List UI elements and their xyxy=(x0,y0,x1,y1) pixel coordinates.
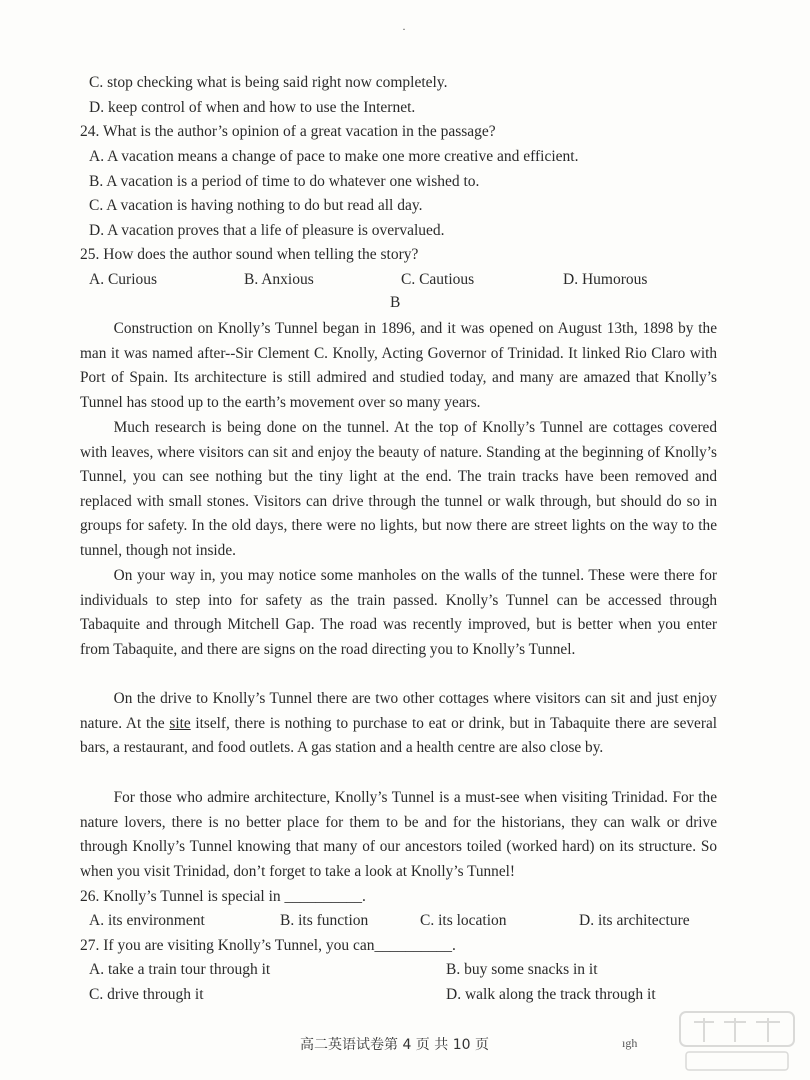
q27-option-b: B. buy some snacks in it xyxy=(446,961,598,978)
q25-option-a: A. Curious xyxy=(89,271,158,288)
q25-option-b: B. Anxious xyxy=(244,271,314,288)
page-footer: 高二英语试卷第 4 页 共 10 页 xyxy=(300,1037,489,1053)
footer-mark: ıgh xyxy=(622,1036,638,1050)
q26-option-d: D. its architecture xyxy=(579,912,690,929)
q27-stem: 27. If you are visiting Knolly’s Tunnel, you can__________. xyxy=(80,937,456,954)
underlined-word-site: site xyxy=(169,714,191,732)
paragraph-1: Construction on Knolly’s Tunnel began in 1896, and it was opened on August 13th, 1898 by the man it was named after--Sir Clement C. Knolly, Acting Governor of Trinidad. It linked Rio Claro with Port of Spain. Its architecture is still admired and studied today, and many are amazed that Knolly’s Tunnel has stood up to the earth’s movement over so many years. xyxy=(80,320,717,411)
top-mark: · xyxy=(402,22,406,36)
paragraph-4-text-b: itself, there is nothing to purchase to eat or drink, but in Tabaquite there are several bars, a restaurant, and food outlets. A gas station and a health centre are also close by. xyxy=(80,714,717,757)
paragraph-5: For those who admire architecture, Knolly’s Tunnel is a must-see when visiting Trinidad. For the nature lovers, there is no better place for them to be and for the historians, they can walk or drive through Knolly’s Tunnel knowing that many of our ancestors toiled (worked hard) on its structure. So when you visit Trinidad, don’t forget to take a look at Knolly’s Tunnel! xyxy=(80,789,717,880)
q23-option-d: D. keep control of when and how to use the Internet. xyxy=(89,99,416,116)
q23-option-c: C. stop checking what is being said right now completely. xyxy=(89,74,448,91)
q24-option-d: D. A vacation proves that a life of pleasure is overvalued. xyxy=(89,222,445,239)
q27-option-d: D. walk along the track through it xyxy=(446,986,656,1003)
q27-option-c: C. drive through it xyxy=(89,986,204,1003)
paragraph-4 xyxy=(80,687,717,761)
q26-stem: 26. Knolly’s Tunnel is special in __________. xyxy=(80,888,366,905)
paragraph-4-text-a: On the drive to Knolly’s Tunnel there are two other cottages where visitors can sit and just enjoy nature. At the xyxy=(80,690,717,732)
q25-stem: 25. How does the author sound when telling the story? xyxy=(80,246,419,263)
paragraph-2: Much research is being done on the tunnel. At the top of Knolly’s Tunnel are cottages covered with leaves, where visitors can sit and enjoy the beauty of nature. Standing at the beginning of Knolly’s Tunnel, you can see nothing but the tiny light at the end. The train tracks have been removed and replaced with small stones. Visitors can drive through the tunnel or walk through, but should do so in groups for safety. In the old days, there were no lights, but now there are street lights on the way to the tunnel, though not inside. xyxy=(80,419,717,559)
q25-option-c: C. Cautious xyxy=(401,271,475,288)
q25-option-d: D. Humorous xyxy=(563,271,648,288)
section-label: B xyxy=(390,294,401,311)
q24-option-b: B. A vacation is a period of time to do whatever one wished to. xyxy=(89,173,480,190)
q26-option-a: A. its environment xyxy=(89,912,205,929)
paragraph-3: On your way in, you may notice some manholes on the walls of the tunnel. These were there for individuals to step into for safety as the train passed. Knolly’s Tunnel can be accessed through Tabaquite and through Mitchell Gap. The road was recently improved, but is better when you enter from Tabaquite, and there are signs on the road directing you to Knolly’s Tunnel. xyxy=(80,567,717,658)
q24-option-a: A. A vacation means a change of pace to make one more creative and efficient. xyxy=(89,148,579,165)
q27-option-a: A. take a train tour through it xyxy=(89,961,271,978)
q24-option-c: C. A vacation is having nothing to do but read all day. xyxy=(89,197,423,214)
watermark-logo xyxy=(672,1004,802,1076)
q26-option-b: B. its function xyxy=(280,912,369,929)
q26-option-c: C. its location xyxy=(420,912,507,929)
q24-stem: 24. What is the author’s opinion of a great vacation in the passage? xyxy=(80,123,496,140)
